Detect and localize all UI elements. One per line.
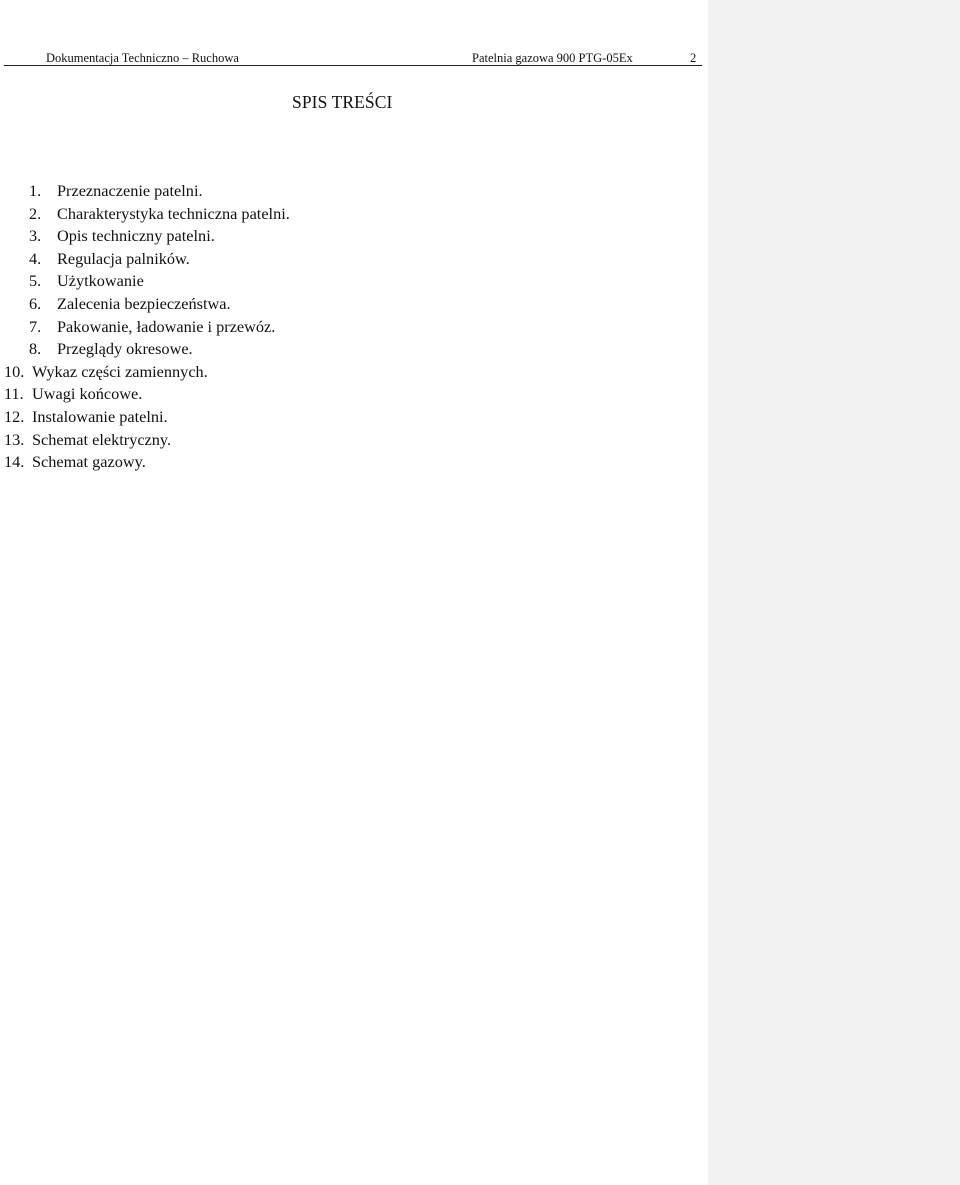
toc-item-label: Regulacja palników.: [57, 248, 190, 268]
toc-item-number: 4.: [29, 248, 42, 268]
toc-item-label: Pakowanie, ładowanie i przewóz.: [57, 316, 276, 336]
toc-item-label: Zalecenia bezpieczeństwa.: [57, 293, 231, 313]
toc-item-number: 1.: [29, 181, 42, 200]
toc-item-label: Instalowanie patelni.: [32, 406, 168, 426]
toc-item: [0, 361, 600, 384]
toc-item: [0, 383, 600, 406]
toc-item-label: Schemat gazowy.: [32, 452, 146, 472]
toc-item: [0, 270, 600, 293]
toc-item: [0, 293, 600, 316]
page-header: [0, 50, 702, 66]
toc-item: [0, 248, 600, 271]
toc-item: [0, 225, 600, 248]
toc-item-label: Charakterystyka techniczna patelni.: [57, 203, 290, 223]
toc-item-label: Przeznaczenie patelni.: [57, 181, 203, 200]
toc-item-label: Opis techniczny patelni.: [57, 226, 215, 246]
toc-item-number: 7.: [29, 316, 42, 336]
header-divider: [4, 65, 702, 66]
toc-item: [0, 180, 600, 203]
toc-item-label: Wykaz części zamiennych.: [32, 361, 208, 381]
toc-item: [0, 406, 600, 429]
toc-item: [0, 429, 600, 452]
header-document-type: Dokumentacja Techniczno – Ruchowa: [46, 51, 239, 65]
toc-item: [0, 203, 600, 226]
toc-item-number: 11.: [4, 384, 24, 404]
toc-item-number: 14.: [4, 452, 25, 472]
toc-item-label: Schemat elektryczny.: [32, 429, 172, 449]
toc-item-number: 8.: [29, 339, 42, 359]
toc-item-label: Uwagi końcowe.: [32, 384, 143, 404]
header-product-name: Patelnia gazowa 900 PTG-05Ex: [472, 51, 633, 65]
table-of-contents: [0, 180, 600, 474]
toc-item-number: 2.: [29, 203, 42, 223]
toc-item: [0, 451, 600, 474]
toc-title: SPIS TREŚCI: [292, 92, 393, 112]
toc-item-number: 12.: [4, 406, 25, 426]
header-page-number: 2: [690, 51, 697, 65]
toc-item-number: 5.: [29, 271, 42, 291]
toc-item-number: 10.: [4, 361, 25, 381]
toc-item-label: Przeglądy okresowe.: [57, 339, 193, 359]
toc-item-number: 3.: [29, 226, 42, 246]
toc-item: [0, 316, 600, 339]
toc-item-number: 6.: [29, 293, 42, 313]
toc-item-label: Użytkowanie: [57, 271, 144, 291]
comment-margin-pane: [708, 0, 960, 1185]
toc-item: [0, 338, 600, 361]
toc-item-number: 13.: [4, 429, 25, 449]
